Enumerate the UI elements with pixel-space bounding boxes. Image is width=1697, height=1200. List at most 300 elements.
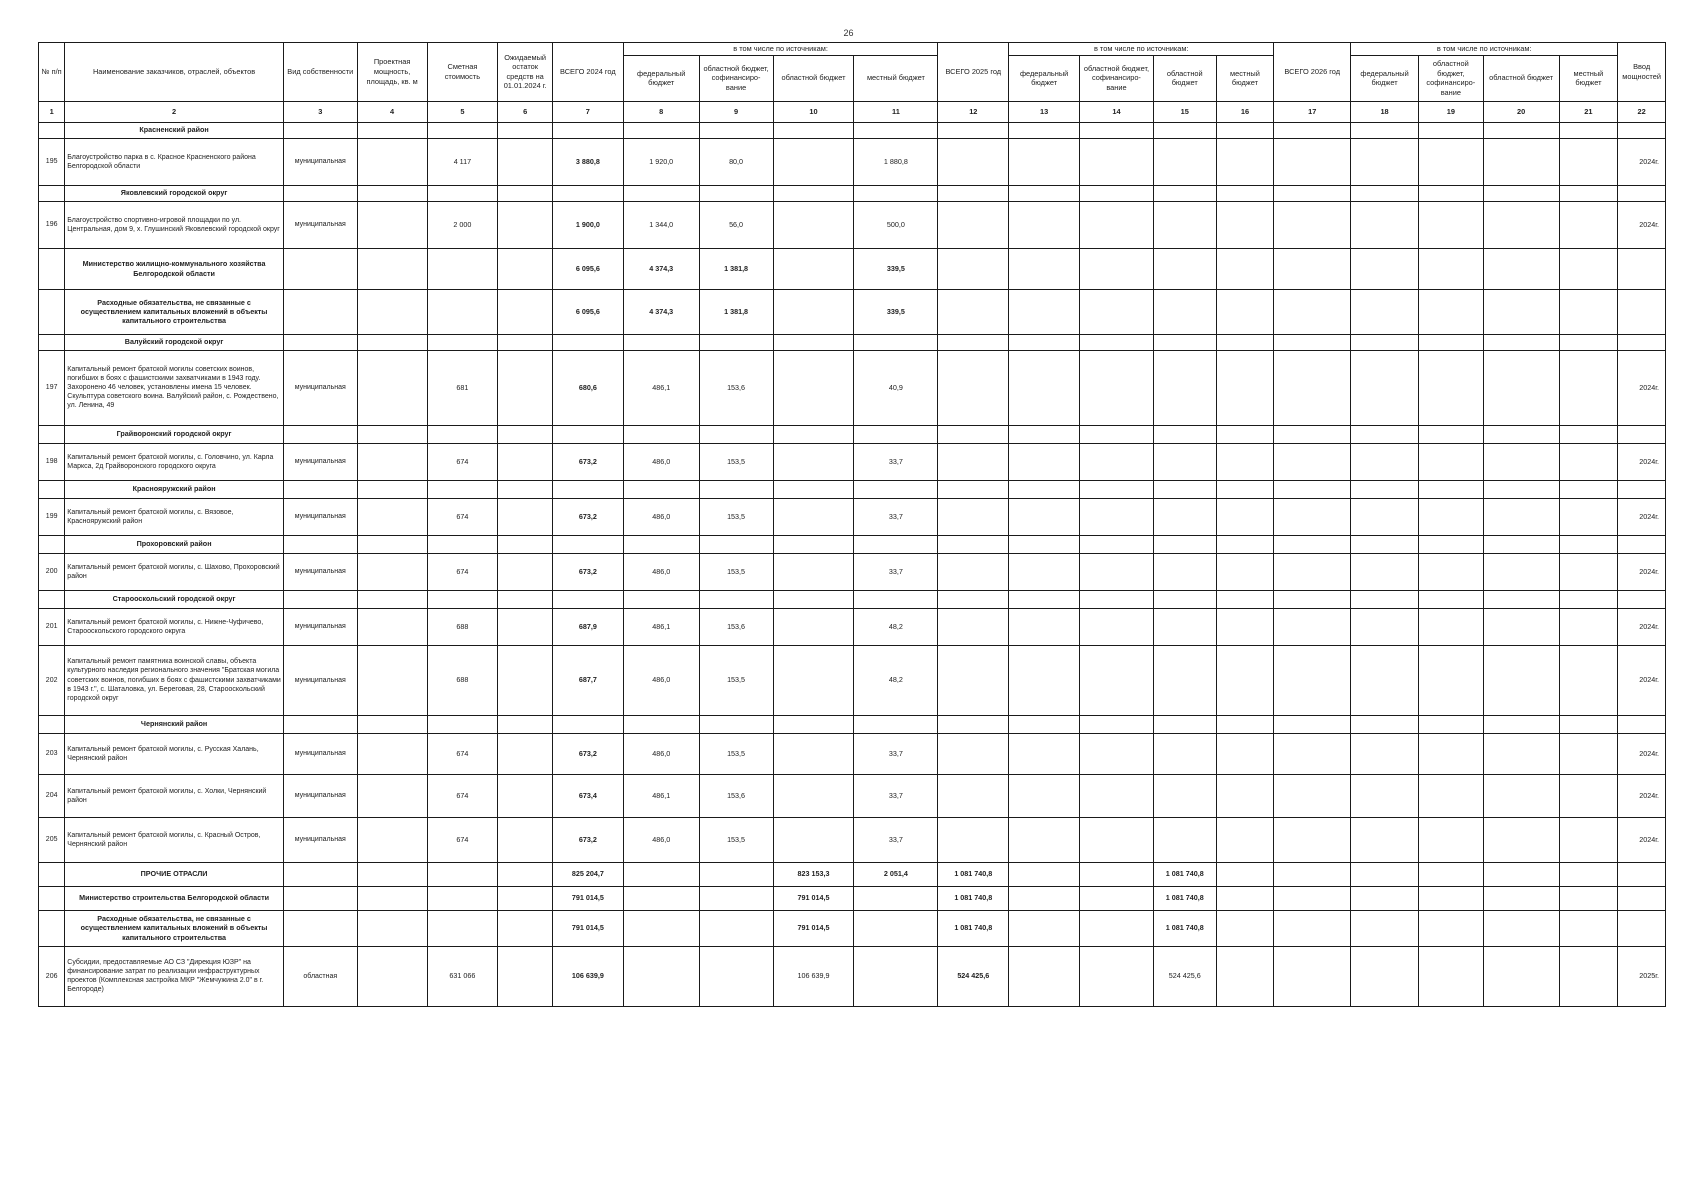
section-cell-blank [1153,590,1216,608]
section-cell-blank [39,185,65,201]
section-cell-blank [498,334,553,350]
cell-empty [1559,910,1618,946]
cell-empty [1418,774,1483,817]
cell-l24: 500,0 [854,201,938,248]
cell-name: Капитальный ремонт братской могилы, с. Красный Остров, Чернянский район [65,817,284,862]
cell-empty [1483,774,1559,817]
cell-name: Министерство строительства Белгородской области [65,886,284,910]
section-title: Старооскольский городской округ [65,590,284,608]
cell-empty [773,608,854,645]
section-cell-blank [773,590,854,608]
section-cell-blank [427,590,498,608]
group-row [39,862,1666,886]
cell-empty [1559,733,1618,774]
section-cell-blank [1618,535,1666,553]
cell-est: 674 [427,733,498,774]
section-cell-blank [854,334,938,350]
cell-empty [1351,553,1419,590]
section-cell-blank [1418,590,1483,608]
cell-empty [1483,201,1559,248]
cell-empty [1483,817,1559,862]
section-cell-blank [1153,122,1216,138]
cell-est: 674 [427,817,498,862]
section-cell-blank [1153,480,1216,498]
table-row [39,817,1666,862]
cell-c24: 153,5 [699,645,773,715]
cell-empty [854,886,938,910]
cell-empty [1009,910,1080,946]
cell-empty [1009,862,1080,886]
cell-empty [498,248,553,289]
cell-num: 206 [39,946,65,1006]
section-cell-blank [552,480,623,498]
cell-est: 688 [427,645,498,715]
section-row [39,480,1666,498]
cell-l24: 33,7 [854,817,938,862]
cell-empty [357,733,427,774]
cell-empty [1080,608,1154,645]
cell-empty [773,443,854,480]
cell-empty [1418,608,1483,645]
column-number: 15 [1153,101,1216,122]
section-cell-blank [623,590,699,608]
section-cell-blank [773,425,854,443]
section-cell-blank [39,535,65,553]
cell-empty [1418,553,1483,590]
header-regional-2026: областной бюджет [1483,55,1559,101]
section-cell-blank [1153,334,1216,350]
cell-empty [357,817,427,862]
cell-est: 681 [427,350,498,425]
cell-t24: 673,2 [552,443,623,480]
section-cell-blank [1618,480,1666,498]
cell-name: Капитальный ремонт братской могилы, с. Русская Халань, Чернянский район [65,733,284,774]
column-number: 8 [623,101,699,122]
cell-empty [1009,946,1080,1006]
cell-own: муниципальная [283,817,357,862]
section-cell-blank [1351,590,1419,608]
section-cell-blank [1559,185,1618,201]
cell-name: Капитальный ремонт братской могилы, с. Холки, Чернянский район [65,774,284,817]
section-cell-blank [283,715,357,733]
cell-year: 2024г. [1618,553,1666,590]
cell-l24: 33,7 [854,553,938,590]
section-title: Чернянский район [65,715,284,733]
cell-empty [1418,733,1483,774]
cell-empty [1153,608,1216,645]
header-num: № п/п [39,43,65,102]
cell-empty [1216,774,1274,817]
cell-l24: 48,2 [854,608,938,645]
cell-empty [1216,608,1274,645]
cell-year: 2024г. [1618,733,1666,774]
cell-empty [1009,443,1080,480]
cell-empty [1559,248,1618,289]
group-row [39,248,1666,289]
cell-empty [427,862,498,886]
section-cell-blank [1418,185,1483,201]
cell-f24: 4 374,3 [623,248,699,289]
cell-empty [1216,645,1274,715]
section-cell-blank [1418,535,1483,553]
cell-empty [1483,498,1559,535]
section-row [39,590,1666,608]
cell-empty [1418,817,1483,862]
cell-empty [1216,443,1274,480]
column-number: 19 [1418,101,1483,122]
cell-c24: 153,6 [699,350,773,425]
cell-l24: 48,2 [854,645,938,715]
header-ownership: Вид собственности [283,43,357,102]
table-row [39,443,1666,480]
cell-est: 688 [427,608,498,645]
section-cell-blank [699,185,773,201]
cell-empty [1153,553,1216,590]
cell-num: 201 [39,608,65,645]
section-cell-blank [498,185,553,201]
section-cell-blank [1009,185,1080,201]
section-cell-blank [699,334,773,350]
section-cell-blank [283,122,357,138]
cell-empty [1009,553,1080,590]
section-cell-blank [773,122,854,138]
cell-empty [1216,350,1274,425]
cell-name: Капитальный ремонт братской могилы, с. Вязовое, Краснояружский район [65,498,284,535]
cell-empty [1009,817,1080,862]
cell-year: 2024г. [1618,350,1666,425]
section-cell-blank [1216,590,1274,608]
group-row [39,886,1666,910]
section-cell-blank [699,425,773,443]
column-number: 13 [1009,101,1080,122]
section-cell-blank [699,122,773,138]
cell-empty [1618,910,1666,946]
section-cell-blank [938,425,1009,443]
cell-empty [1216,817,1274,862]
section-cell-blank [1483,715,1559,733]
section-cell-blank [1483,185,1559,201]
cell-year: 2024г. [1618,817,1666,862]
cell-empty [1559,886,1618,910]
cell-t24: 673,4 [552,774,623,817]
cell-empty [1351,733,1419,774]
cell-empty [773,201,854,248]
cell-num: 196 [39,201,65,248]
section-cell-blank [938,122,1009,138]
cell-empty [1080,553,1154,590]
cell-num: 195 [39,138,65,185]
column-number-row [39,101,1666,122]
column-number: 5 [427,101,498,122]
cell-empty [623,946,699,1006]
cell-c24: 153,5 [699,498,773,535]
cell-empty [498,608,553,645]
cell-empty [357,289,427,334]
cell-t25: 1 081 740,8 [938,862,1009,886]
cell-l24: 40,9 [854,350,938,425]
cell-empty [498,886,553,910]
cell-empty [357,774,427,817]
section-cell-blank [1080,185,1154,201]
table-row [39,201,1666,248]
cell-empty [1216,553,1274,590]
cell-empty [357,910,427,946]
table-row [39,350,1666,425]
header-local-2026: местный бюджет [1559,55,1618,101]
cell-empty [1483,248,1559,289]
cell-empty [1274,862,1351,886]
section-row [39,122,1666,138]
cell-c24: 153,5 [699,443,773,480]
section-cell-blank [1351,122,1419,138]
cell-empty [1009,645,1080,715]
cell-empty [1483,553,1559,590]
cell-t24: 791 014,5 [552,886,623,910]
section-title: Прохоровский район [65,535,284,553]
section-cell-blank [1274,535,1351,553]
cell-c24: 153,5 [699,817,773,862]
section-cell-blank [1216,480,1274,498]
cell-est: 674 [427,553,498,590]
section-cell-blank [1418,480,1483,498]
cell-est: 631 066 [427,946,498,1006]
cell-empty [938,817,1009,862]
section-cell-blank [1080,334,1154,350]
section-row [39,425,1666,443]
cell-empty [498,733,553,774]
header-regional-2025: областной бюджет [1153,55,1216,101]
section-cell-blank [498,122,553,138]
cell-empty [1351,645,1419,715]
cell-empty [283,886,357,910]
cell-year: 2025г. [1618,946,1666,1006]
column-number: 10 [773,101,854,122]
cell-l24: 33,7 [854,733,938,774]
cell-empty [357,201,427,248]
section-cell-blank [283,425,357,443]
cell-empty [1483,862,1559,886]
header-regional-2024: областной бюджет [773,55,854,101]
cell-empty [1483,138,1559,185]
section-cell-blank [1351,480,1419,498]
section-title: Валуйский городской округ [65,334,284,350]
section-cell-blank [1080,480,1154,498]
cell-l24: 33,7 [854,774,938,817]
cell-empty [938,138,1009,185]
section-cell-blank [699,590,773,608]
section-cell-blank [1483,122,1559,138]
cell-t25: 1 081 740,8 [938,886,1009,910]
section-cell-blank [552,334,623,350]
cell-empty [1216,862,1274,886]
section-cell-blank [552,425,623,443]
cell-num: 205 [39,817,65,862]
section-cell-blank [1274,425,1351,443]
header-sources-2025: в том числе по источникам: [1009,43,1274,56]
section-cell-blank [1559,122,1618,138]
cell-year: 2024г. [1618,774,1666,817]
cell-est: 4 117 [427,138,498,185]
section-cell-blank [1274,334,1351,350]
section-cell-blank [427,535,498,553]
cell-r24: 791 014,5 [773,886,854,910]
cell-est: 674 [427,774,498,817]
section-cell-blank [1559,715,1618,733]
cell-empty [1080,201,1154,248]
cell-empty [1153,733,1216,774]
budget-table-body [39,122,1666,1006]
cell-t25: 1 081 740,8 [938,910,1009,946]
cell-own: муниципальная [283,553,357,590]
column-number: 20 [1483,101,1559,122]
cell-empty [1618,862,1666,886]
cell-empty [498,946,553,1006]
column-number: 22 [1618,101,1666,122]
header-sources-2026: в том числе по источникам: [1351,43,1618,56]
cell-empty [1216,498,1274,535]
cell-empty [1080,733,1154,774]
section-cell-blank [1153,715,1216,733]
cell-empty [1274,350,1351,425]
cell-num: 198 [39,443,65,480]
cell-empty [1351,248,1419,289]
cell-r25: 1 081 740,8 [1153,886,1216,910]
section-cell-blank [1351,715,1419,733]
cell-empty [773,733,854,774]
cell-empty [938,608,1009,645]
cell-empty [1274,608,1351,645]
cell-empty [1351,608,1419,645]
cell-empty [1418,248,1483,289]
cell-empty [623,862,699,886]
cell-empty [1418,645,1483,715]
cell-est: 674 [427,443,498,480]
cell-empty [773,138,854,185]
section-cell-blank [357,715,427,733]
cell-empty [623,886,699,910]
cell-empty [283,910,357,946]
cell-empty [1351,498,1419,535]
cell-empty [1351,817,1419,862]
section-title: Яковлевский городской округ [65,185,284,201]
cell-empty [1618,289,1666,334]
cell-empty [938,553,1009,590]
column-number: 6 [498,101,553,122]
cell-c24: 1 381,8 [699,248,773,289]
cell-empty [1153,774,1216,817]
header-total-2024: ВСЕГО 2024 год [552,43,623,102]
cell-empty [1274,774,1351,817]
cell-empty [1009,350,1080,425]
cell-empty [1153,645,1216,715]
cell-empty [1080,248,1154,289]
section-cell-blank [623,535,699,553]
section-cell-blank [552,185,623,201]
cell-empty [1153,498,1216,535]
cell-empty [1483,886,1559,910]
section-cell-blank [854,425,938,443]
cell-f24: 486,0 [623,733,699,774]
cell-empty [1009,248,1080,289]
cell-f24: 486,1 [623,774,699,817]
section-cell-blank [1216,122,1274,138]
cell-empty [1274,886,1351,910]
section-cell-blank [1559,425,1618,443]
section-cell-blank [39,480,65,498]
cell-empty [1418,201,1483,248]
cell-empty [1274,498,1351,535]
section-cell-blank [938,334,1009,350]
cell-empty [498,201,553,248]
section-cell-blank [699,535,773,553]
cell-c24: 80,0 [699,138,773,185]
section-cell-blank [1418,334,1483,350]
section-cell-blank [623,715,699,733]
section-cell-blank [1080,535,1154,553]
budget-table [38,42,1666,1007]
section-cell-blank [427,425,498,443]
section-cell-blank [1351,334,1419,350]
page-number: 26 [843,28,854,38]
header-federal-2025: федеральный бюджет [1009,55,1080,101]
section-row [39,715,1666,733]
cell-empty [1559,350,1618,425]
cell-empty [39,289,65,334]
section-title: Краснояружский район [65,480,284,498]
cell-empty [1080,862,1154,886]
section-cell-blank [1274,185,1351,201]
section-cell-blank [1009,425,1080,443]
cell-r25: 1 081 740,8 [1153,862,1216,886]
cell-l24: 1 880,8 [854,138,938,185]
cell-empty [1351,862,1419,886]
header-capacity: Проектная мощность, площадь, кв. м [357,43,427,102]
cell-c24: 56,0 [699,201,773,248]
cell-empty [1483,910,1559,946]
section-cell-blank [1274,122,1351,138]
section-cell-blank [39,715,65,733]
cell-own: муниципальная [283,733,357,774]
cell-empty [1418,443,1483,480]
section-cell-blank [623,185,699,201]
section-cell-blank [1483,480,1559,498]
section-cell-blank [773,334,854,350]
cell-own: областная [283,946,357,1006]
cell-c24: 153,5 [699,733,773,774]
section-cell-blank [854,715,938,733]
cell-empty [1080,289,1154,334]
header-estimate: Сметная стоимость [427,43,498,102]
column-number: 11 [854,101,938,122]
cell-name: Расходные обязательства, не связанные с осуществлением капитальных вложений в объекты капитального строительства [65,289,284,334]
section-cell-blank [1274,715,1351,733]
cell-empty [1618,248,1666,289]
cell-empty [1009,289,1080,334]
section-cell-blank [1009,715,1080,733]
section-cell-blank [1009,535,1080,553]
section-cell-blank [39,590,65,608]
column-number: 12 [938,101,1009,122]
cell-year: 2024г. [1618,645,1666,715]
cell-t24: 687,9 [552,608,623,645]
column-number: 18 [1351,101,1419,122]
section-cell-blank [283,590,357,608]
section-row [39,535,1666,553]
cell-empty [1153,248,1216,289]
cell-own: муниципальная [283,498,357,535]
cell-empty [1559,946,1618,1006]
section-cell-blank [39,122,65,138]
